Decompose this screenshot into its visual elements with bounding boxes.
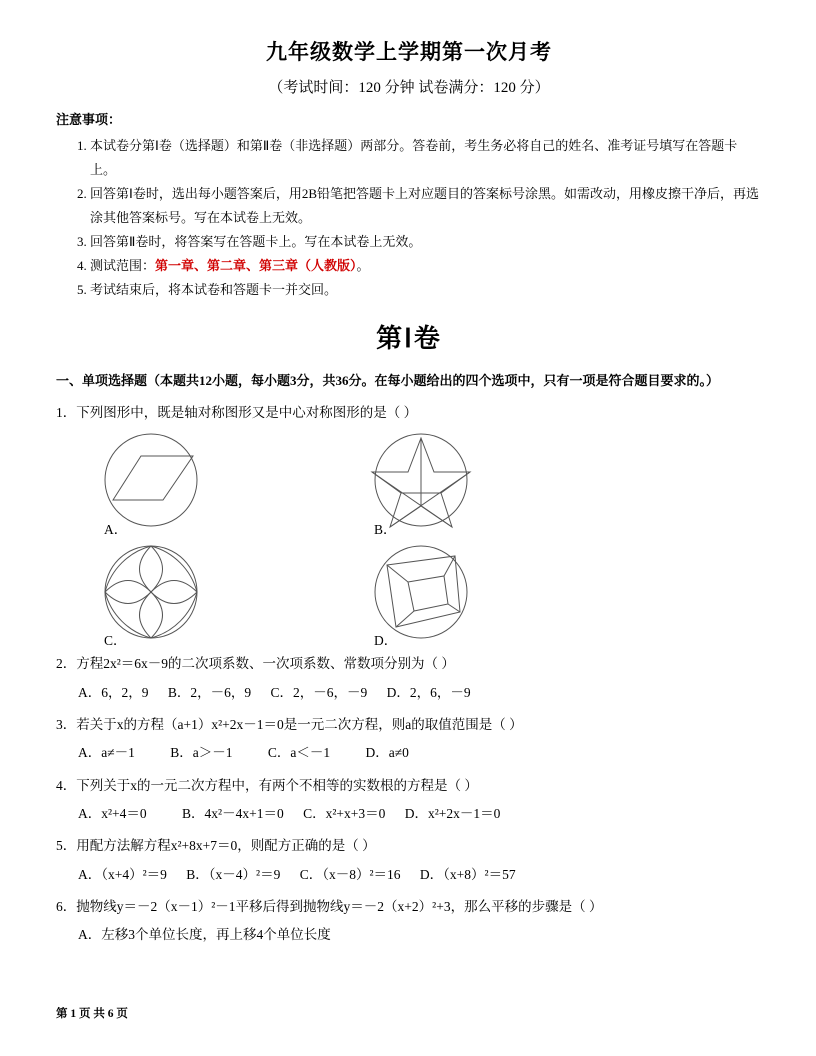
question-3-number: 3． <box>56 716 77 732</box>
notice-item-5: 5. 考试结束后，将本试卷和答题卡一并交回。 <box>90 278 762 302</box>
section-one-heading: 一、单项选择题（本题共12小题，每小题3分，共36分。在每小题给出的四个选项中，只有一项是符合题目要求的。） <box>56 373 720 389</box>
question-4-option-c: C．x²+x+3＝0 <box>303 805 386 821</box>
question-6-number: 6． <box>56 898 77 914</box>
notice-list <box>56 134 762 302</box>
question-4-option-b: B．4x²－4x+1＝0 <box>182 805 284 821</box>
question-3-option-d: D．a≠0 <box>365 745 409 761</box>
page-title: 九年级数学上学期第一次月考 <box>266 40 552 64</box>
question-6-option-a: A．左移3个单位长度，再上移4个单位长度 <box>78 927 331 943</box>
question-4-stem: 下列关于x的一元二次方程中，有两个不相等的实数根的方程是（ ） <box>76 777 478 793</box>
question-4 <box>56 773 762 799</box>
notice-item-4-suffix: 。 <box>356 258 370 274</box>
question-2-option-d: D．2，6，－9 <box>386 684 471 700</box>
question-2 <box>56 651 762 677</box>
question-2-stem: 方程2x²＝6x－9的二次项系数、一次项系数、常数项分别为（ ） <box>76 656 455 672</box>
question-2-option-b: B．2，－6，9 <box>167 684 252 700</box>
question-1-option-b-label: B． <box>374 522 397 538</box>
question-1-option-a-label: A． <box>104 522 128 538</box>
question-1-figures <box>56 430 762 649</box>
question-3-option-b: B．a＞－1 <box>170 745 233 761</box>
question-4-option-d: D．x²+2x－1＝0 <box>404 805 501 821</box>
notice-item-4-range: 第一章、第二章、第三章（人教版） <box>155 258 357 274</box>
question-6-stem: 抛物线y＝－2（x－1）²－1平移后得到抛物线y＝－2（x+2）²+3，那么平移的步骤是（ ） <box>76 898 603 914</box>
question-4-options <box>78 801 762 827</box>
exam-subtitle: （考试时间：120 分钟 试卷满分：120 分） <box>268 80 550 96</box>
notice-item-1: 1. 本试卷分第Ⅰ卷（选择题）和第Ⅱ卷（非选择题）两部分。答卷前，考生务必将自己的姓名、准考证号填写在答题卡上。 <box>90 134 762 182</box>
question-3-stem: 若关于x的方程（a+1）x²+2x－1＝0是一元二次方程，则a的取值范围是（ ） <box>76 716 523 732</box>
question-6-options <box>78 922 762 948</box>
question-4-option-a: A．x²+4＝0 <box>78 805 147 821</box>
question-5-option-c: C．（x－8）²＝16 <box>299 866 401 882</box>
question-1-figure-svg <box>56 430 756 642</box>
question-2-option-a: A．6，2，9 <box>78 684 149 700</box>
question-3 <box>56 712 762 738</box>
page-footer: 第 1 页 共 6 页 <box>56 1008 128 1020</box>
page-content <box>56 36 762 948</box>
question-3-options <box>78 740 762 766</box>
question-5-option-d: D．（x+8）²＝57 <box>419 866 516 882</box>
question-3-option-a: A．a≠－1 <box>78 745 135 761</box>
question-2-options <box>78 680 762 706</box>
question-5-option-a: A．（x+4）²＝9 <box>78 866 167 882</box>
question-5 <box>56 833 762 859</box>
question-3-option-c: C．a＜－1 <box>267 745 331 761</box>
part-one-heading: 第Ⅰ卷 <box>376 324 442 354</box>
notice-item-4 <box>90 254 762 278</box>
question-6 <box>56 894 762 920</box>
question-1 <box>56 400 762 426</box>
question-2-number: 2． <box>56 656 77 672</box>
question-5-number: 5． <box>56 838 77 854</box>
question-5-option-b: B．（x－4）²＝9 <box>186 866 281 882</box>
question-2-option-c: C．2，－6，－9 <box>270 684 368 700</box>
question-4-number: 4． <box>56 777 77 793</box>
question-1-option-c-label: C． <box>104 633 127 649</box>
question-1-stem: 下列图形中，既是轴对称图形又是中心对称图形的是（ ） <box>76 405 418 421</box>
notice-item-2: 2. 回答第Ⅰ卷时，选出每小题答案后，用2B铅笔把答题卡上对应题目的答案标号涂黑。如需改动，用橡皮擦干净后，再选涂其他答案标号。写在本试卷上无效。 <box>90 182 762 230</box>
question-1-option-d-label: D． <box>374 633 398 649</box>
notice-heading: 注意事项： <box>56 112 122 127</box>
notice-item-3: 3. 回答第Ⅱ卷时，将答案写在答题卡上。写在本试卷上无效。 <box>90 230 762 254</box>
notice-item-4-prefix: 测试范围： <box>90 258 156 274</box>
question-5-options <box>78 862 762 888</box>
question-5-stem: 用配方法解方程x²+8x+7＝0，则配方正确的是（ ） <box>76 838 376 854</box>
question-1-number: 1． <box>56 405 77 421</box>
